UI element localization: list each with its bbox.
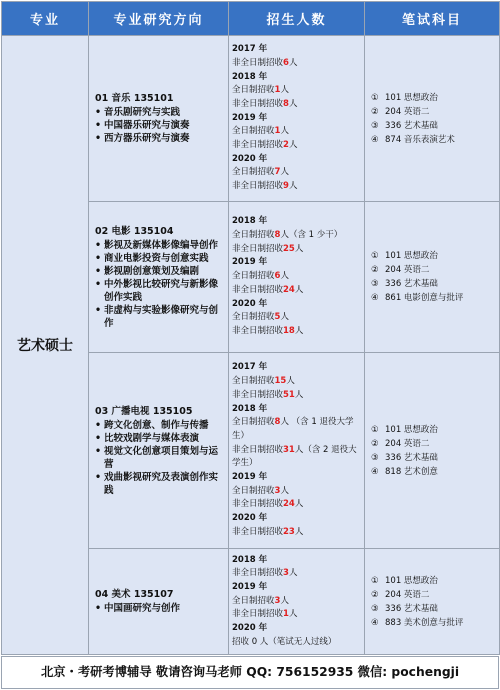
exam-cell	[365, 202, 500, 353]
admission-type: 全日制招收	[232, 417, 275, 428]
direction-label: 商业电影投资与创意实践	[104, 252, 209, 264]
exam-subject	[371, 263, 495, 277]
exam-subject-label: 204 英语二	[385, 589, 430, 600]
bullet-icon: •	[95, 278, 102, 290]
admission-year: 2019 年	[232, 257, 268, 268]
exam-subject	[371, 423, 495, 437]
direction-label: 跨文化创意、制作与传播	[104, 419, 209, 431]
direction-label: 音乐剧研究与实践	[104, 107, 181, 118]
admission-year: 2018 年	[232, 403, 268, 414]
exam-subject	[371, 574, 495, 588]
admission-note: 人	[294, 526, 304, 537]
admissions-table	[1, 1, 500, 655]
circled-number-icon: ②	[371, 265, 379, 275]
admission-type: 全日制招收	[232, 312, 275, 323]
direction-cell	[89, 36, 229, 202]
direction-label: 中外影视比较研究与新影像创作实践	[104, 278, 219, 303]
admission-note: 人	[288, 568, 298, 579]
admission-entry	[232, 270, 362, 284]
direction-item	[95, 304, 224, 330]
admission-entry	[232, 498, 362, 512]
admission-count: 6	[274, 271, 281, 282]
major-cell: 艺术硕士	[2, 36, 89, 655]
exam-subject-label: 101 思想政治	[385, 92, 438, 103]
admission-entry	[232, 375, 362, 389]
admission-cell	[229, 549, 365, 655]
admission-entry	[232, 229, 362, 243]
header-major: 专业	[2, 2, 89, 36]
admission-entry	[232, 284, 362, 298]
admission-count: 31	[283, 444, 295, 455]
direction-item	[95, 445, 224, 471]
admission-year: 2018 年	[232, 216, 268, 227]
direction-label: 中国画研究与创作	[104, 603, 181, 614]
admission-type: 非全日制招收	[232, 57, 284, 68]
exam-cell	[365, 36, 500, 202]
admission-year: 2018 年	[232, 71, 268, 82]
direction-title: 04 美术 135107	[95, 589, 174, 600]
direction-label: 视觉文化创意项目策划与运营	[104, 445, 219, 470]
exam-subject	[371, 133, 495, 147]
table-header-row	[2, 2, 500, 36]
exam-subject-label: 336 艺术基础	[385, 452, 438, 463]
exam-cell	[365, 549, 500, 655]
admission-entry	[232, 139, 362, 153]
admission-type: 非全日制招收	[232, 325, 284, 336]
admission-count: 25	[283, 243, 295, 254]
admission-type: 非全日制招收	[232, 243, 284, 254]
bullet-icon: •	[95, 304, 102, 316]
admission-type: 全日制招收	[232, 167, 275, 178]
exam-subject	[371, 277, 495, 291]
admission-note: 人	[294, 284, 304, 295]
bullet-icon: •	[95, 107, 102, 118]
admission-note: 人	[288, 140, 298, 151]
admission-note: 人（含 2 退役大学生）	[232, 444, 357, 469]
admission-note: 人 （含 1 退役大学生）	[232, 417, 354, 441]
admission-entry	[232, 57, 362, 71]
admission-year: 2020 年	[232, 298, 268, 309]
header-exam: 笔试科目	[365, 2, 500, 36]
admission-count: 8	[274, 230, 281, 241]
exam-subject-label: 204 英语二	[385, 106, 430, 117]
admission-entry	[232, 608, 362, 622]
exam-subject	[371, 588, 495, 602]
circled-number-icon: ②	[371, 106, 379, 117]
exam-subject-label: 101 思想政治	[385, 424, 438, 435]
admission-type: 非全日制招收	[232, 609, 284, 620]
admission-year: 2019 年	[232, 472, 268, 483]
bullet-icon: •	[95, 471, 102, 483]
admission-entry	[232, 416, 362, 443]
exam-subject	[371, 119, 495, 133]
exam-cell	[365, 353, 500, 549]
admission-count: 24	[283, 499, 295, 510]
admission-note: 人	[286, 376, 295, 387]
circled-number-icon: ①	[371, 575, 379, 586]
admission-note: 人	[280, 595, 289, 606]
bullet-icon: •	[95, 265, 102, 277]
circled-number-icon: ④	[371, 293, 379, 303]
admission-type: 全日制招收	[232, 485, 275, 496]
circled-number-icon: ①	[371, 92, 379, 103]
admission-type: 非全日制招收	[232, 389, 284, 400]
direction-cell	[89, 202, 229, 353]
admission-year: 2017 年	[232, 44, 268, 55]
exam-subject-label: 861 电影创意与批评	[385, 293, 464, 303]
admission-count: 8	[283, 98, 289, 109]
bullet-icon: •	[95, 252, 102, 264]
circled-number-icon: ①	[371, 251, 379, 261]
exam-subject	[371, 91, 495, 105]
exam-subject-label: 336 艺术基础	[385, 120, 438, 131]
admission-type: 全日制招收	[232, 595, 275, 606]
direction-item	[95, 419, 224, 432]
admission-entry	[232, 325, 362, 339]
admission-note: 人	[280, 85, 289, 96]
direction-title: 03 广播电视 135105	[95, 405, 193, 417]
admission-note: 人	[294, 325, 304, 336]
bullet-icon: •	[95, 239, 102, 251]
table-row	[2, 36, 500, 202]
admission-type: 非全日制招收	[232, 499, 284, 510]
admission-count: 3	[283, 568, 289, 579]
direction-item	[95, 239, 224, 252]
direction-label: 影视剧创意策划及编剧	[104, 265, 200, 277]
admission-entry	[232, 595, 362, 609]
exam-subject-label: 204 英语二	[385, 265, 430, 275]
admission-type: 非全日制招收	[232, 444, 284, 455]
direction-cell	[89, 353, 229, 549]
admission-entry	[232, 243, 362, 257]
circled-number-icon: ③	[371, 603, 379, 614]
direction-label: 比较戏剧学与媒体表演	[104, 432, 200, 444]
admission-count: 51	[283, 389, 295, 400]
exam-subject-label: 336 艺术基础	[385, 603, 438, 614]
direction-title: 02 电影 135104	[95, 225, 174, 237]
admission-note: 人	[294, 499, 304, 510]
admission-entry	[232, 636, 362, 650]
footer-contact: 北京・考研考博辅导 敬请咨询马老师 QQ: 756152935 微信: pochengji	[1, 656, 499, 689]
admission-note: 人	[280, 271, 289, 282]
circled-number-icon: ③	[371, 452, 379, 463]
admission-type: 招收 0 人（笔试无人过线）	[232, 636, 337, 647]
admission-note: 人	[280, 485, 289, 496]
admission-year: 2020 年	[232, 153, 268, 164]
admission-year: 2020 年	[232, 513, 268, 524]
admission-type: 全日制招收	[232, 376, 275, 387]
direction-item	[95, 119, 224, 132]
exam-subject	[371, 616, 495, 630]
direction-item	[95, 106, 224, 119]
admission-cell	[229, 36, 365, 202]
admission-entry	[232, 526, 362, 540]
admission-entry	[232, 84, 362, 98]
admission-note: 人	[288, 181, 298, 192]
admission-type: 非全日制招收	[232, 284, 284, 295]
direction-item	[95, 278, 224, 304]
bullet-icon: •	[95, 445, 102, 457]
admission-count: 1	[274, 126, 281, 137]
admission-count: 6	[283, 57, 289, 68]
exam-subject-label: 336 艺术基础	[385, 279, 438, 289]
admission-cell	[229, 353, 365, 549]
exam-subject-label: 874 音乐表演艺术	[385, 134, 455, 145]
admission-year: 2019 年	[232, 581, 268, 592]
admission-year: 2017 年	[232, 362, 268, 373]
circled-number-icon: ③	[371, 279, 379, 289]
direction-cell	[89, 549, 229, 655]
exam-subject-label: 204 英语二	[385, 438, 430, 449]
exam-subject-label: 818 艺术创意	[385, 466, 438, 477]
admission-count: 5	[274, 312, 281, 323]
admission-note: 人	[280, 167, 289, 178]
circled-number-icon: ④	[371, 617, 379, 628]
admission-entry	[232, 180, 362, 194]
admission-entry	[232, 125, 362, 139]
admission-type: 非全日制招收	[232, 98, 284, 109]
direction-label: 中国器乐研究与演奏	[104, 120, 190, 131]
bullet-icon: •	[95, 120, 102, 131]
bullet-icon: •	[95, 603, 102, 614]
admission-entry	[232, 98, 362, 112]
exam-subject	[371, 291, 495, 305]
admission-count: 24	[283, 284, 295, 295]
admission-count: 1	[283, 609, 289, 620]
admission-year: 2020 年	[232, 623, 268, 634]
circled-number-icon: ④	[371, 134, 379, 145]
exam-subject-label: 101 思想政治	[385, 251, 438, 261]
admission-entry	[232, 567, 362, 581]
direction-label: 非虚构与实验影像研究与创作	[104, 304, 219, 329]
circled-number-icon: ②	[371, 438, 379, 449]
admission-count: 15	[274, 376, 287, 387]
circled-number-icon: ①	[371, 424, 379, 435]
admission-count: 3	[274, 595, 281, 606]
admission-count: 23	[283, 526, 295, 537]
direction-item	[95, 132, 224, 145]
admission-count: 7	[274, 167, 281, 178]
admission-entry	[232, 389, 362, 403]
bullet-icon: •	[95, 432, 102, 444]
exam-subject-label: 101 思想政治	[385, 575, 438, 586]
direction-item	[95, 471, 224, 497]
exam-subject-label: 883 美术创意与批评	[385, 617, 464, 628]
admission-note: 人	[294, 243, 304, 254]
admission-entry	[232, 444, 362, 471]
admission-year: 2018 年	[232, 554, 268, 565]
direction-label: 影视及新媒体影像编导创作	[104, 239, 219, 251]
admission-type: 全日制招收	[232, 271, 275, 282]
admission-note: 人	[288, 98, 298, 109]
admission-year: 2019 年	[232, 112, 268, 123]
admission-note: 人	[280, 126, 289, 137]
circled-number-icon: ②	[371, 589, 379, 600]
direction-item	[95, 252, 224, 265]
admission-note: 人	[294, 389, 304, 400]
exam-subject	[371, 249, 495, 263]
admission-entry	[232, 311, 362, 325]
circled-number-icon: ③	[371, 120, 379, 131]
exam-subject	[371, 451, 495, 465]
exam-subject	[371, 437, 495, 451]
direction-label: 西方器乐研究与演奏	[104, 133, 190, 144]
direction-item	[95, 432, 224, 445]
exam-subject	[371, 465, 495, 479]
admission-type: 非全日制招收	[232, 526, 284, 537]
admission-cell	[229, 202, 365, 353]
header-admission: 招生人数	[229, 2, 365, 36]
exam-subject	[371, 105, 495, 119]
header-direction: 专业研究方向	[89, 2, 229, 36]
admission-type: 非全日制招收	[232, 181, 284, 192]
circled-number-icon: ④	[371, 466, 379, 477]
admission-type: 非全日制招收	[232, 140, 284, 151]
admission-type: 全日制招收	[232, 85, 275, 96]
bullet-icon: •	[95, 133, 102, 144]
direction-title: 01 音乐 135101	[95, 93, 174, 104]
direction-item	[95, 265, 224, 278]
admission-note: 人	[288, 57, 298, 68]
admission-entry	[232, 485, 362, 499]
admission-note: 人（含 1 少干）	[280, 230, 343, 241]
admission-count: 1	[274, 85, 281, 96]
admission-type: 全日制招收	[232, 230, 275, 241]
admission-entry	[232, 166, 362, 180]
admission-type: 非全日制招收	[232, 568, 284, 579]
bullet-icon: •	[95, 419, 102, 431]
admission-count: 9	[283, 181, 289, 192]
admission-count: 3	[274, 485, 281, 496]
admission-count: 8	[274, 417, 281, 428]
admission-count: 18	[283, 325, 295, 336]
direction-label: 戏曲影视研究及表演创作实践	[104, 471, 219, 496]
admission-count: 2	[283, 140, 289, 151]
exam-subject	[371, 602, 495, 616]
admission-type: 全日制招收	[232, 126, 275, 137]
direction-item	[95, 602, 224, 615]
admission-note: 人	[280, 312, 289, 323]
admission-note: 人	[288, 609, 298, 620]
